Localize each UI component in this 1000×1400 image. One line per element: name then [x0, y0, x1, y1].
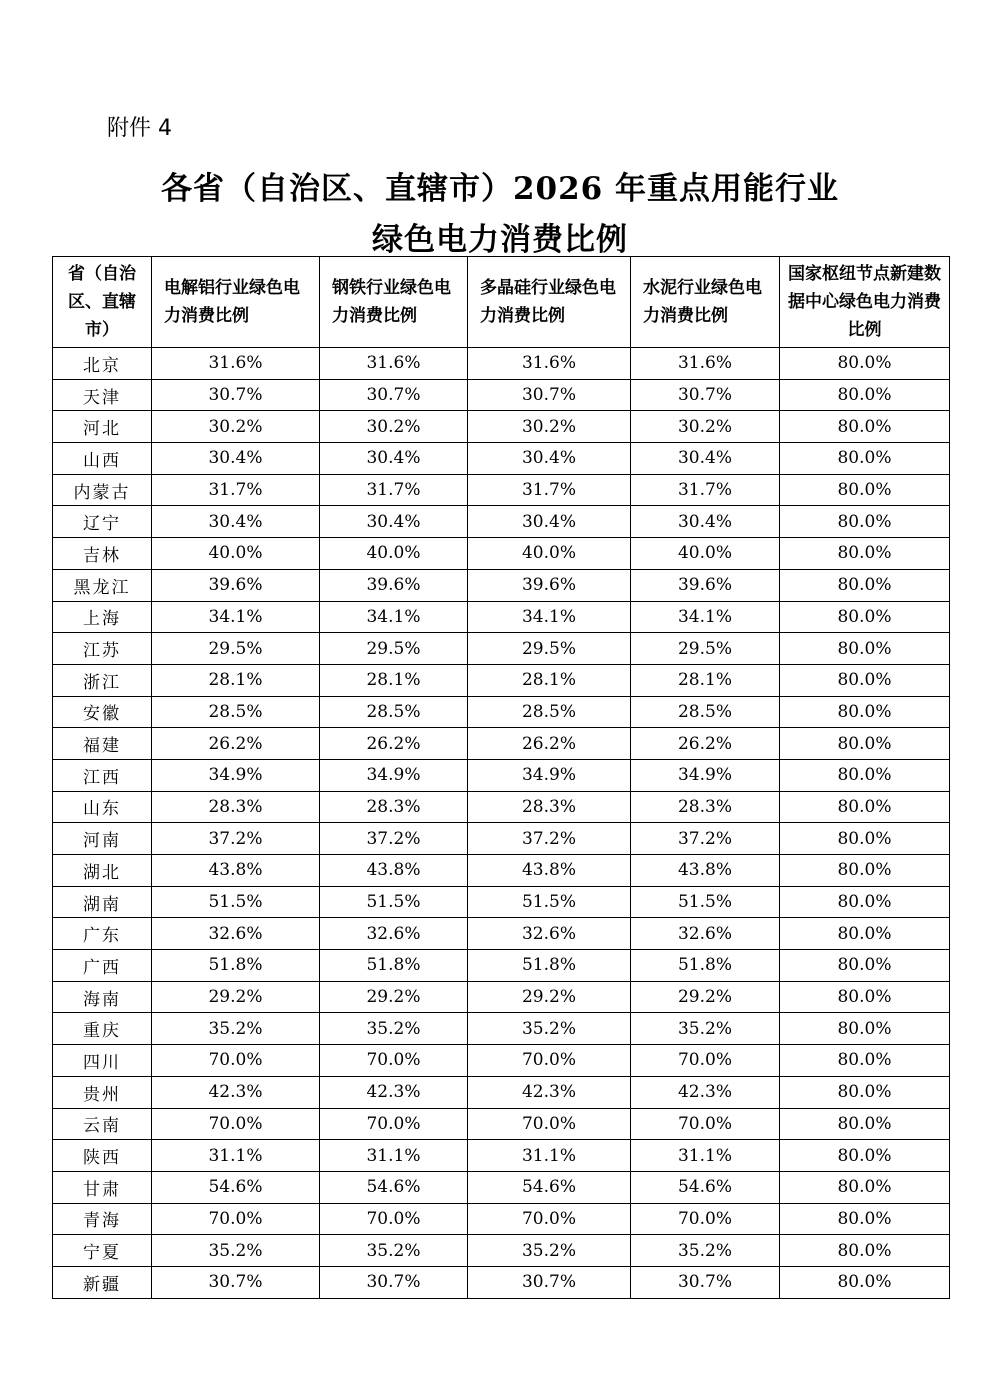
data-center-ratio-cell: 80.0%	[780, 823, 950, 855]
polysilicon-ratio-cell: 30.4%	[468, 443, 631, 475]
province-cell: 吉林	[53, 538, 152, 570]
aluminum-ratio-cell: 35.2%	[152, 1013, 320, 1045]
polysilicon-ratio-cell: 70.0%	[468, 1203, 631, 1235]
aluminum-ratio-cell: 29.2%	[152, 981, 320, 1013]
data-center-ratio-cell: 80.0%	[780, 411, 950, 443]
aluminum-ratio-cell: 70.0%	[152, 1203, 320, 1235]
cement-ratio-cell: 28.1%	[631, 664, 780, 696]
table-row	[53, 601, 950, 633]
polysilicon-ratio-cell: 70.0%	[468, 1045, 631, 1077]
cement-ratio-cell: 70.0%	[631, 1045, 780, 1077]
data-center-ratio-cell: 80.0%	[780, 759, 950, 791]
polysilicon-ratio-cell: 28.3%	[468, 791, 631, 823]
aluminum-ratio-cell: 30.7%	[152, 1266, 320, 1298]
polysilicon-ratio-cell: 51.5%	[468, 886, 631, 918]
table-row	[53, 696, 950, 728]
aluminum-ratio-cell: 42.3%	[152, 1076, 320, 1108]
province-cell: 北京	[53, 348, 152, 380]
cement-ratio-cell: 43.8%	[631, 855, 780, 887]
aluminum-ratio-cell: 70.0%	[152, 1108, 320, 1140]
data-center-ratio-cell: 80.0%	[780, 696, 950, 728]
steel-ratio-cell: 30.2%	[320, 411, 468, 443]
data-center-ratio-cell: 80.0%	[780, 633, 950, 665]
aluminum-ratio-cell: 43.8%	[152, 855, 320, 887]
data-center-ratio-cell: 80.0%	[780, 569, 950, 601]
header-aluminum: 电解铝行业绿色电力消费比例	[152, 257, 320, 348]
polysilicon-ratio-cell: 31.6%	[468, 348, 631, 380]
cement-ratio-cell: 42.3%	[631, 1076, 780, 1108]
table-row	[53, 474, 950, 506]
polysilicon-ratio-cell: 51.8%	[468, 950, 631, 982]
aluminum-ratio-cell: 29.5%	[152, 633, 320, 665]
table-row	[53, 443, 950, 475]
polysilicon-ratio-cell: 35.2%	[468, 1235, 631, 1267]
aluminum-ratio-cell: 31.1%	[152, 1140, 320, 1172]
polysilicon-ratio-cell: 30.2%	[468, 411, 631, 443]
steel-ratio-cell: 54.6%	[320, 1171, 468, 1203]
steel-ratio-cell: 28.1%	[320, 664, 468, 696]
data-center-ratio-cell: 80.0%	[780, 791, 950, 823]
steel-ratio-cell: 39.6%	[320, 569, 468, 601]
cement-ratio-cell: 31.7%	[631, 474, 780, 506]
table-row	[53, 1171, 950, 1203]
data-center-ratio-cell: 80.0%	[780, 348, 950, 380]
data-center-ratio-cell: 80.0%	[780, 1108, 950, 1140]
table-row	[53, 506, 950, 538]
province-cell: 山东	[53, 791, 152, 823]
data-center-ratio-cell: 80.0%	[780, 728, 950, 760]
aluminum-ratio-cell: 28.1%	[152, 664, 320, 696]
province-cell: 江苏	[53, 633, 152, 665]
cement-ratio-cell: 70.0%	[631, 1203, 780, 1235]
polysilicon-ratio-cell: 54.6%	[468, 1171, 631, 1203]
aluminum-ratio-cell: 54.6%	[152, 1171, 320, 1203]
aluminum-ratio-cell: 40.0%	[152, 538, 320, 570]
table-row	[53, 855, 950, 887]
data-center-ratio-cell: 80.0%	[780, 1266, 950, 1298]
cement-ratio-cell: 40.0%	[631, 538, 780, 570]
steel-ratio-cell: 34.1%	[320, 601, 468, 633]
province-cell: 重庆	[53, 1013, 152, 1045]
polysilicon-ratio-cell: 40.0%	[468, 538, 631, 570]
aluminum-ratio-cell: 30.4%	[152, 443, 320, 475]
province-cell: 云南	[53, 1108, 152, 1140]
cement-ratio-cell: 30.7%	[631, 379, 780, 411]
data-center-ratio-cell: 80.0%	[780, 1013, 950, 1045]
data-center-ratio-cell: 80.0%	[780, 474, 950, 506]
cement-ratio-cell: 37.2%	[631, 823, 780, 855]
province-cell: 广东	[53, 918, 152, 950]
steel-ratio-cell: 43.8%	[320, 855, 468, 887]
steel-ratio-cell: 30.7%	[320, 379, 468, 411]
table-row	[53, 1076, 950, 1108]
province-cell: 黑龙江	[53, 569, 152, 601]
table-header-row	[53, 257, 950, 348]
cement-ratio-cell: 51.5%	[631, 886, 780, 918]
province-cell: 贵州	[53, 1076, 152, 1108]
province-cell: 陕西	[53, 1140, 152, 1172]
steel-ratio-cell: 35.2%	[320, 1013, 468, 1045]
cement-ratio-cell: 51.8%	[631, 950, 780, 982]
cement-ratio-cell: 29.2%	[631, 981, 780, 1013]
province-cell: 福建	[53, 728, 152, 760]
aluminum-ratio-cell: 30.7%	[152, 379, 320, 411]
aluminum-ratio-cell: 30.2%	[152, 411, 320, 443]
document-title-line-1: 各省（自治区、直辖市）2026 年重点用能行业	[160, 171, 840, 207]
province-cell: 青海	[53, 1203, 152, 1235]
data-center-ratio-cell: 80.0%	[780, 443, 950, 475]
province-cell: 河北	[53, 411, 152, 443]
polysilicon-ratio-cell: 30.4%	[468, 506, 631, 538]
table-row	[53, 823, 950, 855]
table-row	[53, 886, 950, 918]
aluminum-ratio-cell: 28.3%	[152, 791, 320, 823]
steel-ratio-cell: 31.7%	[320, 474, 468, 506]
header-province: 省（自治区、直辖市）	[53, 257, 152, 348]
steel-ratio-cell: 30.4%	[320, 443, 468, 475]
steel-ratio-cell: 34.9%	[320, 759, 468, 791]
province-cell: 内蒙古	[53, 474, 152, 506]
header-polysilicon: 多晶硅行业绿色电力消费比例	[468, 257, 631, 348]
steel-ratio-cell: 29.5%	[320, 633, 468, 665]
steel-ratio-cell: 28.3%	[320, 791, 468, 823]
polysilicon-ratio-cell: 29.5%	[468, 633, 631, 665]
data-center-ratio-cell: 80.0%	[780, 855, 950, 887]
province-cell: 四川	[53, 1045, 152, 1077]
province-cell: 甘肃	[53, 1171, 152, 1203]
table-row	[53, 1140, 950, 1172]
polysilicon-ratio-cell: 30.7%	[468, 379, 631, 411]
aluminum-ratio-cell: 39.6%	[152, 569, 320, 601]
polysilicon-ratio-cell: 34.9%	[468, 759, 631, 791]
table-row	[53, 664, 950, 696]
table-row	[53, 981, 950, 1013]
cement-ratio-cell: 70.0%	[631, 1108, 780, 1140]
data-center-ratio-cell: 80.0%	[780, 886, 950, 918]
province-cell: 广西	[53, 950, 152, 982]
polysilicon-ratio-cell: 26.2%	[468, 728, 631, 760]
steel-ratio-cell: 35.2%	[320, 1235, 468, 1267]
cement-ratio-cell: 29.5%	[631, 633, 780, 665]
province-cell: 新疆	[53, 1266, 152, 1298]
data-center-ratio-cell: 80.0%	[780, 664, 950, 696]
table-row	[53, 1108, 950, 1140]
table-body	[53, 348, 950, 1299]
steel-ratio-cell: 51.8%	[320, 950, 468, 982]
province-cell: 湖南	[53, 886, 152, 918]
document-title-line-2: 绿色电力消费比例	[372, 222, 628, 258]
cement-ratio-cell: 34.9%	[631, 759, 780, 791]
polysilicon-ratio-cell: 34.1%	[468, 601, 631, 633]
steel-ratio-cell: 31.1%	[320, 1140, 468, 1172]
data-center-ratio-cell: 80.0%	[780, 1203, 950, 1235]
polysilicon-ratio-cell: 31.7%	[468, 474, 631, 506]
cement-ratio-cell: 30.7%	[631, 1266, 780, 1298]
steel-ratio-cell: 28.5%	[320, 696, 468, 728]
table-row	[53, 759, 950, 791]
aluminum-ratio-cell: 26.2%	[152, 728, 320, 760]
data-center-ratio-cell: 80.0%	[780, 918, 950, 950]
aluminum-ratio-cell: 30.4%	[152, 506, 320, 538]
aluminum-ratio-cell: 34.1%	[152, 601, 320, 633]
steel-ratio-cell: 70.0%	[320, 1045, 468, 1077]
steel-ratio-cell: 29.2%	[320, 981, 468, 1013]
aluminum-ratio-cell: 51.5%	[152, 886, 320, 918]
aluminum-ratio-cell: 31.7%	[152, 474, 320, 506]
table-row	[53, 411, 950, 443]
data-center-ratio-cell: 80.0%	[780, 1140, 950, 1172]
polysilicon-ratio-cell: 42.3%	[468, 1076, 631, 1108]
aluminum-ratio-cell: 31.6%	[152, 348, 320, 380]
cement-ratio-cell: 32.6%	[631, 918, 780, 950]
table-row	[53, 1045, 950, 1077]
polysilicon-ratio-cell: 28.5%	[468, 696, 631, 728]
polysilicon-ratio-cell: 29.2%	[468, 981, 631, 1013]
cement-ratio-cell: 54.6%	[631, 1171, 780, 1203]
steel-ratio-cell: 40.0%	[320, 538, 468, 570]
polysilicon-ratio-cell: 39.6%	[468, 569, 631, 601]
cement-ratio-cell: 30.4%	[631, 443, 780, 475]
cement-ratio-cell: 28.5%	[631, 696, 780, 728]
steel-ratio-cell: 37.2%	[320, 823, 468, 855]
steel-ratio-cell: 70.0%	[320, 1203, 468, 1235]
table-row	[53, 918, 950, 950]
province-cell: 海南	[53, 981, 152, 1013]
data-center-ratio-cell: 80.0%	[780, 538, 950, 570]
polysilicon-ratio-cell: 30.7%	[468, 1266, 631, 1298]
cement-ratio-cell: 31.1%	[631, 1140, 780, 1172]
aluminum-ratio-cell: 35.2%	[152, 1235, 320, 1267]
steel-ratio-cell: 30.7%	[320, 1266, 468, 1298]
aluminum-ratio-cell: 37.2%	[152, 823, 320, 855]
polysilicon-ratio-cell: 32.6%	[468, 918, 631, 950]
province-cell: 上海	[53, 601, 152, 633]
table-row	[53, 569, 950, 601]
data-center-ratio-cell: 80.0%	[780, 601, 950, 633]
polysilicon-ratio-cell: 70.0%	[468, 1108, 631, 1140]
data-center-ratio-cell: 80.0%	[780, 1076, 950, 1108]
steel-ratio-cell: 26.2%	[320, 728, 468, 760]
province-cell: 浙江	[53, 664, 152, 696]
polysilicon-ratio-cell: 43.8%	[468, 855, 631, 887]
table-row	[53, 538, 950, 570]
header-cement: 水泥行业绿色电力消费比例	[631, 257, 780, 348]
steel-ratio-cell: 32.6%	[320, 918, 468, 950]
cement-ratio-cell: 31.6%	[631, 348, 780, 380]
cement-ratio-cell: 28.3%	[631, 791, 780, 823]
data-center-ratio-cell: 80.0%	[780, 379, 950, 411]
table-row	[53, 791, 950, 823]
aluminum-ratio-cell: 34.9%	[152, 759, 320, 791]
table-row	[53, 1235, 950, 1267]
cement-ratio-cell: 35.2%	[631, 1235, 780, 1267]
cement-ratio-cell: 30.4%	[631, 506, 780, 538]
data-center-ratio-cell: 80.0%	[780, 1235, 950, 1267]
steel-ratio-cell: 51.5%	[320, 886, 468, 918]
aluminum-ratio-cell: 32.6%	[152, 918, 320, 950]
cement-ratio-cell: 35.2%	[631, 1013, 780, 1045]
cement-ratio-cell: 26.2%	[631, 728, 780, 760]
province-cell: 山西	[53, 443, 152, 475]
aluminum-ratio-cell: 70.0%	[152, 1045, 320, 1077]
cement-ratio-cell: 34.1%	[631, 601, 780, 633]
green-power-ratio-table	[52, 256, 950, 1299]
table-row	[53, 1266, 950, 1298]
polysilicon-ratio-cell: 31.1%	[468, 1140, 631, 1172]
province-cell: 湖北	[53, 855, 152, 887]
header-data-center: 国家枢纽节点新建数据中心绿色电力消费比例	[780, 257, 950, 348]
table-row	[53, 728, 950, 760]
aluminum-ratio-cell: 51.8%	[152, 950, 320, 982]
table-row	[53, 633, 950, 665]
province-cell: 安徽	[53, 696, 152, 728]
data-center-ratio-cell: 80.0%	[780, 506, 950, 538]
table-row	[53, 950, 950, 982]
province-cell: 江西	[53, 759, 152, 791]
province-cell: 宁夏	[53, 1235, 152, 1267]
steel-ratio-cell: 31.6%	[320, 348, 468, 380]
data-center-ratio-cell: 80.0%	[780, 1045, 950, 1077]
aluminum-ratio-cell: 28.5%	[152, 696, 320, 728]
data-center-ratio-cell: 80.0%	[780, 1171, 950, 1203]
steel-ratio-cell: 70.0%	[320, 1108, 468, 1140]
header-steel: 钢铁行业绿色电力消费比例	[320, 257, 468, 348]
table-row	[53, 348, 950, 380]
polysilicon-ratio-cell: 35.2%	[468, 1013, 631, 1045]
table-row	[53, 379, 950, 411]
province-cell: 河南	[53, 823, 152, 855]
data-center-ratio-cell: 80.0%	[780, 950, 950, 982]
province-cell: 天津	[53, 379, 152, 411]
steel-ratio-cell: 30.4%	[320, 506, 468, 538]
data-center-ratio-cell: 80.0%	[780, 981, 950, 1013]
cement-ratio-cell: 30.2%	[631, 411, 780, 443]
cement-ratio-cell: 39.6%	[631, 569, 780, 601]
polysilicon-ratio-cell: 37.2%	[468, 823, 631, 855]
table-row	[53, 1203, 950, 1235]
province-cell: 辽宁	[53, 506, 152, 538]
polysilicon-ratio-cell: 28.1%	[468, 664, 631, 696]
table-row	[53, 1013, 950, 1045]
steel-ratio-cell: 42.3%	[320, 1076, 468, 1108]
attachment-label: 附件 4	[107, 116, 172, 141]
